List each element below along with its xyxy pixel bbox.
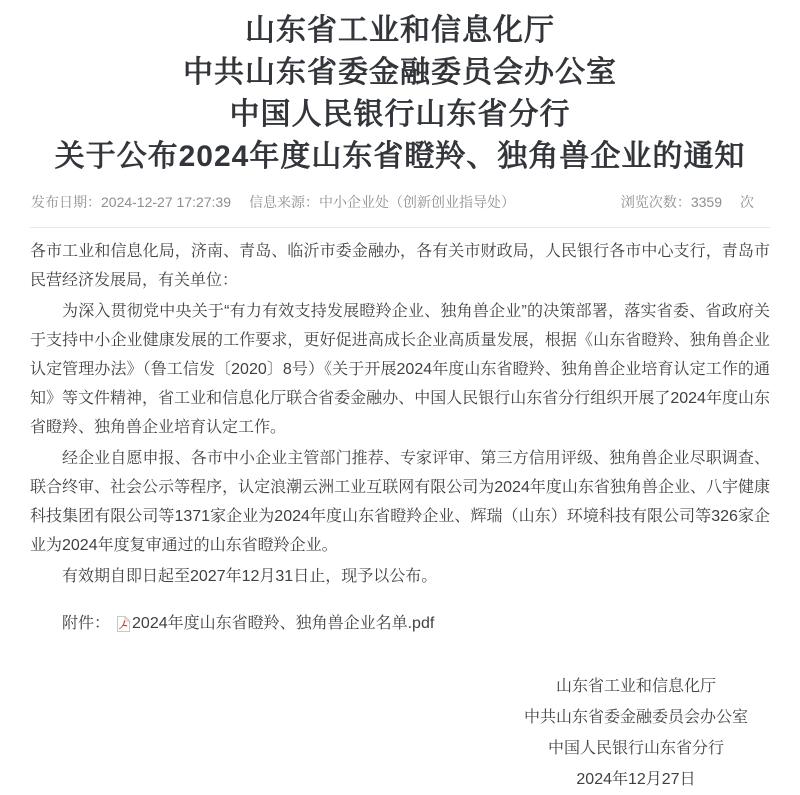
title-line-issuer-3: 中国人民银行山东省分行 <box>229 98 571 131</box>
title-line-issuer-1: 山东省工业和信息化厅 <box>245 14 555 47</box>
signature-org-1: 山东省工业和信息化厅 <box>555 678 716 695</box>
view-count-unit: 次 <box>740 194 754 210</box>
meta-left <box>31 192 515 212</box>
signature-org-2: 中共山东省委金融委员会办公室 <box>523 709 748 726</box>
view-count <box>621 192 754 212</box>
title-line-subject: 关于公布2024年度山东省瞪羚、独角兽企业的通知 <box>54 140 746 173</box>
paragraph-policy-background: 为深入贯彻党中央关于“有力有效支持发展瞪羚企业、独角兽企业”的决策部署，落实省委、省政府关于支持中小企业健康发展的工作要求，更好促进高成长企业高质量发展，根据《山东省瞪羚、独角兽企业认定管理办法》（鲁工信发〔2020〕8号）《关于开展2024年度山东省瞪羚、独角兽企业培育认定工作的通知》等文件精神，省工业和信息化厅联合省委金融办、中国人民银行山东省分行组织开展了2024年度山东省瞪羚、独角兽企业培育认定工作。 <box>30 303 770 436</box>
info-source-value: 中小企业处（创新创业指导处） <box>319 194 515 210</box>
pdf-icon <box>116 616 130 632</box>
publish-date-value: 2024-12-27 17:27:39 <box>101 194 231 210</box>
signature-block <box>524 671 748 795</box>
paragraph-recognition-results: 经企业自愿申报、各市中小企业主管部门推荐、专家评审、第三方信用评级、独角兽企业尽职调查、联合终审、社会公示等程序，认定浪潮云洲工业互联网有限公司为2024年度山东省独角兽企业、八宇健康科技集团有限公司等1371家企业为2024年度山东省瞪羚企业、辉瑞（山东）环境科技有限公司等326家企业为2024年度复审通过的山东省瞪羚企业。 <box>30 450 770 554</box>
notice-title <box>30 0 770 178</box>
publish-date <box>31 192 231 212</box>
paragraph-recipients: 各市工业和信息化局，济南、青岛、临沂市委金融办，各有关市财政局，人民银行各市中心支行，青岛市民营经济发展局，有关单位： <box>30 243 770 289</box>
attachment-link[interactable]: 2024年度山东省瞪羚、独角兽企业名单.pdf <box>132 615 435 632</box>
signature-org-3: 中国人民银行山东省分行 <box>547 740 724 757</box>
info-source-label: 信息来源： <box>249 194 319 210</box>
attachment-label: 附件： <box>62 615 111 632</box>
signature-date: 2024年12月27日 <box>576 771 696 788</box>
meta-divider <box>30 227 770 228</box>
paragraph-validity-period: 有效期自即日起至2027年12月31日止，现予以公布。 <box>62 568 438 585</box>
notice-body <box>30 237 770 795</box>
view-count-value: 3359 <box>690 194 722 210</box>
meta-bar <box>30 192 770 212</box>
view-count-label: 浏览次数： <box>620 194 691 210</box>
attachment-row <box>30 613 770 635</box>
info-source <box>249 192 515 212</box>
publish-date-label: 发布日期： <box>31 194 101 210</box>
title-line-issuer-2: 中共山东省委金融委员会办公室 <box>183 56 617 89</box>
